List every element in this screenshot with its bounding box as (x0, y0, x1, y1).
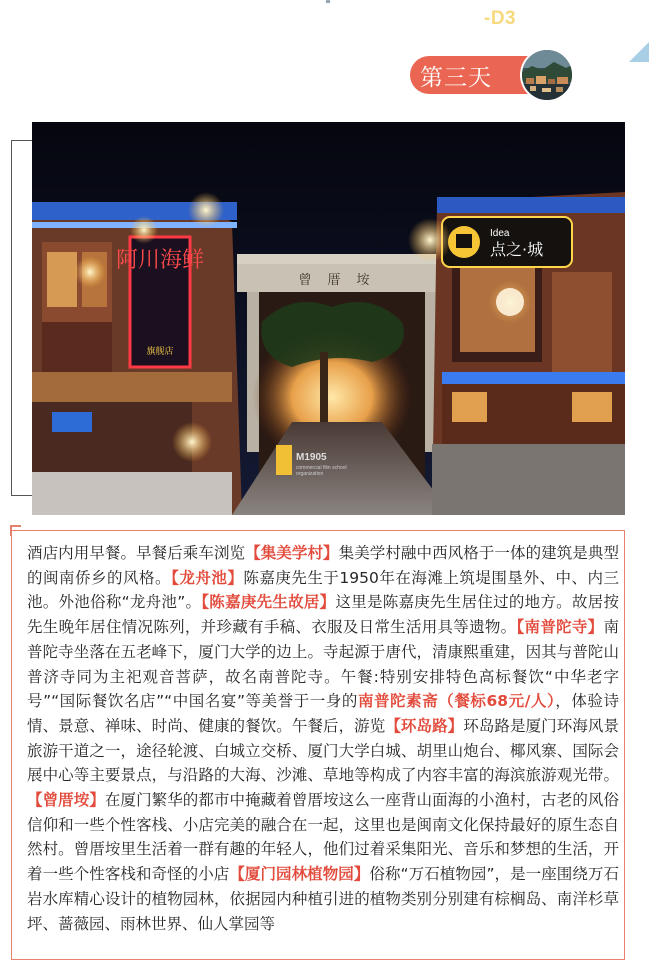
itinerary-text-segment: 这里是陈嘉庚先生居住过的地方。故居按先生晚年居住情况陈列，并珍藏有手稿、衣服及日常生活用具等遗物。 (27, 593, 619, 637)
highlight-place-name: 【龙舟池】 (171, 568, 244, 587)
itinerary-text-segment: 在厦门繁华的都市中掩藏着曾厝垵这么一座背山面海的小渔村，古老的风俗信仰和一些个性客栈、小店完美的融合在一起，这里也是闽南文化保持最好的原生态自然村。曾厝垵里生活着一群有趣的年轻人，他们过着采集阳光、音乐和梦想的生活，开着一些个性客栈和奇怪的小店 (27, 791, 619, 884)
day-thumbnail-image (522, 50, 572, 100)
left-sign-sub: 旗舰店 (146, 347, 174, 357)
itinerary-text-segment: ，体验诗情、景意、禅味、时尚、健康的餐饮。午餐后，游览 (27, 692, 619, 735)
itinerary-text-segment: 南普陀寺坐落在五老峰下，厦门大学的边上。寺起源于唐代，清康熙重建，因其与普陀山普济寺同为主祀观音菩萨，故名南普陀寺。午餐:特别安排特色高标餐饮“中华老字号”“国际餐饮名店”“中国名宴”等美誉于一身的 (27, 618, 619, 711)
top-dash-decoration (326, 0, 330, 3)
watermark-line1: commercial film school (296, 465, 347, 471)
gate-sign: 曾厝垵 (298, 273, 386, 288)
right-sign-name: 点之·城 (490, 240, 544, 259)
itinerary-text-segment: 环岛路是厦门环海风景旅游干道之一，途径轮渡、白城立交桥、厦门大学白城、胡里山炮台、椰风寨、国际会展中心等主要景点，与沿路的大海、沙滩、草地等构成了内容丰富的海滨旅游观光带。 (27, 716, 619, 785)
watermark-line2: organization (296, 471, 324, 477)
left-bracket-decoration (11, 140, 32, 496)
itinerary-text-segment: 酒店内用早餐。早餐后乘车浏览 (27, 544, 246, 562)
right-sign-brand: Idea (490, 228, 510, 239)
itinerary-text (27, 541, 619, 936)
highlight-place-name: 【集美学村】 (245, 544, 339, 562)
highlight-place-name: 【环岛路】 (385, 716, 464, 735)
left-sign-char: 阿川海鲜 (115, 248, 205, 273)
highlight-place-name: 【南普陀寺】 (516, 618, 604, 637)
watermark-brand: M1905 (296, 452, 327, 463)
highlight-place-name: 【陈嘉庚先生故居】 (201, 593, 336, 612)
day-code: -D3 (484, 8, 517, 29)
day-label: 第三天 (420, 65, 492, 91)
itinerary-text-segment: 俗称“万石植物园”，是一座围绕万石岩水库精心设计的植物园林，依据园内种植引进的植物类别分别建有棕榈岛、南洋杉草坪、蔷薇园、雨林世界、仙人掌园等 (27, 865, 619, 933)
street-night-photo (32, 122, 625, 515)
highlight-place-name: 【曾厝垵】 (27, 791, 105, 810)
itinerary-text-segment: 陈嘉庚先生于1950年在海滩上筑堤围垦外、中、内三池。外池俗称“龙舟池”。 (27, 568, 619, 612)
itinerary-text-segment: 集美学村融中西风格于一体的建筑是典型的闽南侨乡的风格。 (27, 544, 619, 587)
highlight-place-name: 南普陀素斋（餐标68元/人） (357, 692, 556, 711)
highlight-place-name: 【厦门园林植物园】 (229, 865, 370, 884)
corner-triangle-decoration (629, 42, 649, 62)
